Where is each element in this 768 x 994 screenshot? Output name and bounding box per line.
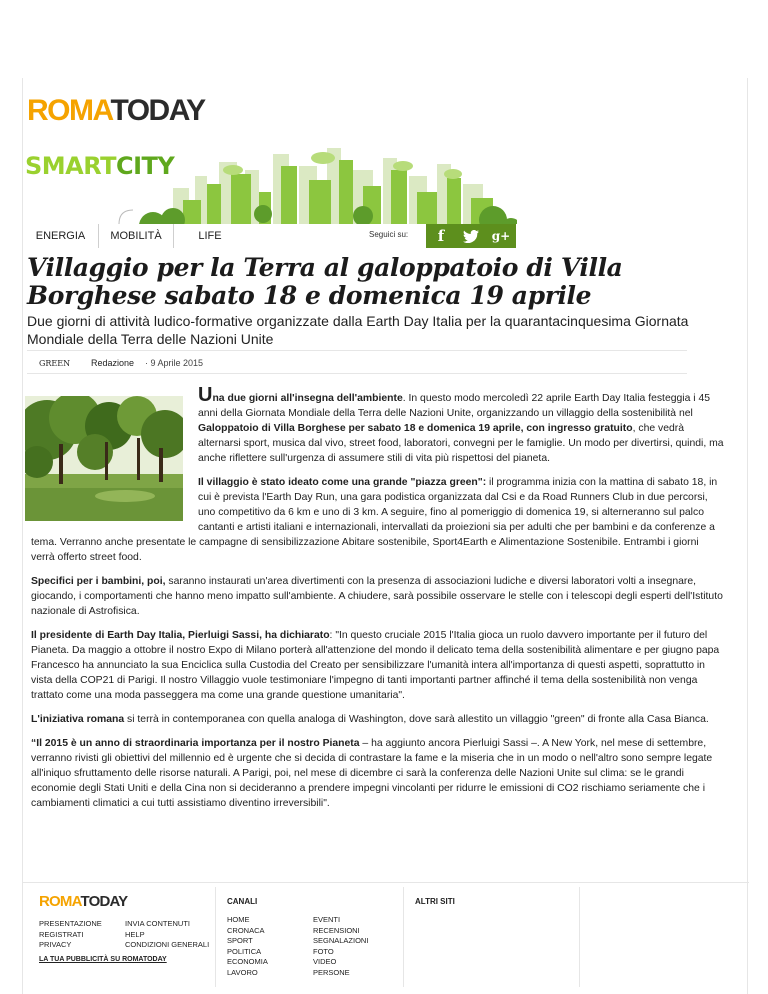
footer-advertising-link[interactable]: LA TUA PUBBLICITÀ SU ROMATODAY: [39, 956, 167, 963]
footer-canale-lavoro[interactable]: LAVORO: [227, 967, 258, 977]
paragraph-5: [31, 712, 725, 727]
footer-altri-siti-heading: ALTRI SITI: [415, 897, 455, 906]
facebook-icon[interactable]: f: [426, 224, 456, 248]
p6-text: – ha aggiunto ancora Pierluigi Sassi –. A New York, nel mese di settembre, verranno rivisti gli obiettivi del millennio ed è urgente che si decida di contrastare la fame e la miseria che in un modo o nell'altro sono sempre legate all'iniquo sfruttamento delle risorse naturali. A Parigi, poi, nel mese di dicembre ci sarà la conferenza delle Nazioni Unite sul clima: se le grandi economie degli Stati Uniti e della Cina non si decideranno a prendere impegni vincolanti per ridurre le emissioni di CO2 rischiamo seriamente che i cambiamenti climatici a cui tutti assistiamo diventino irreversibili".: [31, 738, 713, 809]
follow-label: Seguici su:: [369, 230, 409, 239]
logo-today: TODAY: [110, 94, 205, 127]
p3-bold: Specifici per i bambini, poi,: [31, 576, 166, 587]
p2-text: il programma inizia con la mattina di sabato 18, in cui è prevista l'Earth Day Run, una gara podistica organizzata dal Csi e da Road Runners Club in due percorsi, uno competitivo da 6 km e uno di 3 km. A seguire, fino al pomeriggio di domenica 19, si alterneranno sul palco cantanti e artisti italiani e internazionali, intervallati da proiezioni sia per adulti che per bambini e da conferenze a tema. Verranno anche presentate le campagne di sensibilizzazione Abitare sostenibile, Sport4Earth e Alimentazione Sostenibile. Entrambi i giorni verrà offerto street food.: [31, 477, 718, 563]
paragraph-4: [31, 628, 725, 703]
footer-canale-segnalazioni[interactable]: SEGNALAZIONI: [313, 936, 369, 945]
article-body: [31, 384, 725, 820]
footer-canale-video[interactable]: VIDEO: [313, 957, 337, 966]
article-meta: [27, 350, 687, 374]
nav-item-life[interactable]: LIFE: [198, 230, 222, 242]
p5-bold: L'iniziativa romana: [31, 714, 125, 725]
footer-logo-roma: ROMA: [39, 893, 81, 910]
footer-link-invia-contenuti[interactable]: INVIA CONTENUTI: [125, 919, 191, 928]
p4-bold: Il presidente di Earth Day Italia, Pierluigi Sassi, ha dichiarato: [31, 630, 330, 641]
p6-bold: “Il 2015 è un anno di straordinaria importanza per il nostro Pianeta: [31, 738, 360, 749]
p1-lead: na due giorni all'insegna dell'ambiente: [212, 393, 403, 404]
footer-canale-sport[interactable]: SPORT: [227, 936, 253, 945]
footer-canale-home[interactable]: HOME: [227, 915, 250, 924]
footer-divider-2: [403, 887, 404, 987]
footer-canale-foto[interactable]: FOTO: [313, 946, 334, 956]
nav-item-energia[interactable]: ENERGIA: [23, 224, 99, 248]
footer-divider-3: [579, 887, 580, 987]
p1-text-2: , che vedrà alternarsi sport, musica dal vivo, street food, laboratori, convegni per le famiglie. Un modo per divertirsi, quindi, ma anche riflettere sull'urgenza di assumere stili di vita più rispettosi del pianeta.: [198, 423, 724, 464]
footer-link-presentazione[interactable]: PRESENTAZIONE: [39, 919, 102, 928]
p3-text: saranno instaurati un'area divertimenti con la presenza di associazioni ludiche e diversi laboratori volti a insegnare, giocando, i comportamenti che hanno meno impatto sull'ambiente. A chiudere, sarà possibile osservare le stelle con i telescopi degli esperti dell'Istituto nazionale di Astrofisica.: [31, 576, 723, 617]
footer-canali-col2: [313, 915, 368, 978]
paragraph-3: [31, 574, 725, 619]
footer-link-registrati[interactable]: REGISTRATI: [39, 929, 84, 939]
googleplus-icon[interactable]: g+: [486, 224, 516, 248]
footer-canali-col1: [227, 915, 268, 978]
footer-links-col1: [39, 919, 102, 951]
footer-canale-eventi[interactable]: EVENTI: [313, 915, 341, 924]
twitter-bird-icon: [463, 230, 479, 243]
footer-canali-heading: CANALI: [227, 897, 258, 906]
footer-canale-recensioni[interactable]: RECENSIONI: [313, 925, 360, 935]
p4-text: : "In questo cruciale 2015 l'Italia gioca un ruolo davvero importante per il futuro del Pianeta. Da maggio a ottobre il nostro Expo di Milano porterà all'attenzione del mondo il delicato tema della sostenibilità alimentare e per giugno papa Francesco ha annunciato la sua Enciclica sulla Custodia del Creato per sensibilizzare l'umanità intera all'importanza di questi aspetti, soprattutto in vista della COP21 di Parigi. Il nostro Villaggio vuole testimoniare l'impegno di tanti importanti partner affinché il tema della sostenibilità non venga trattato come una moda passeggera ma come una grande questione umanitaria".: [31, 630, 720, 701]
footer-canale-economia[interactable]: ECONOMIA: [227, 957, 268, 966]
footer-divider-1: [215, 887, 216, 987]
p1-text-1: . In questo modo mercoledì 22 aprile Earth Day Italia festeggia i 45 anni della Giornata Mondiale della Terra delle Nazioni Unite, organizzando un villaggio della sostenibilità nel: [198, 393, 711, 419]
footer-link-condizioni[interactable]: CONDIZIONI GENERALI: [125, 940, 210, 949]
footer-link-privacy[interactable]: PRIVACY: [39, 940, 72, 949]
dropcap: U: [198, 384, 213, 406]
footer-logo[interactable]: [39, 893, 127, 910]
photo-spacer: [31, 388, 198, 530]
logo-roma: ROMA: [27, 94, 111, 127]
main-nav: [23, 224, 517, 248]
footer-canale-cronaca[interactable]: CRONACA: [227, 925, 265, 935]
twitter-icon[interactable]: [456, 224, 486, 248]
article-date: · 9 Aprile 2015: [145, 358, 204, 368]
article-title: Villaggio per la Terra al galoppatoio di Villa Borghese sabato 18 e domenica 19 aprile: [27, 253, 623, 310]
footer-link-help[interactable]: HELP: [125, 929, 145, 939]
site-logo[interactable]: [27, 94, 205, 128]
category-tag[interactable]: GREEN: [39, 359, 71, 368]
nav-item-mobilita[interactable]: MOBILITÀ: [99, 224, 174, 248]
site-footer: [23, 882, 749, 994]
article-author[interactable]: Redazione: [91, 358, 135, 368]
paragraph-6: [31, 736, 725, 811]
page: [22, 78, 748, 994]
smartcity-city: CITY: [116, 152, 175, 180]
p1-bold-1: Galoppatoio di Villa Borghese per sabato 18 e domenica 19 aprile, con ingresso gratuito: [198, 423, 633, 434]
smartcity-smart: SMART: [25, 152, 117, 180]
footer-canale-politica[interactable]: POLITICA: [227, 946, 262, 956]
smartcity-logo: [25, 152, 174, 180]
footer-canale-persone[interactable]: PERSONE: [313, 967, 350, 977]
p2-bold: Il villaggio è stato ideato come una grande "piazza green":: [198, 477, 487, 488]
p5-text: si terrà in contemporanea con quella analoga di Washington, dove sarà allestito un villaggio "green" di fronte alla Casa Bianca.: [124, 714, 709, 725]
article-subtitle: Due giorni di attività ludico-formative organizzate dalla Earth Day Italia per la quarantacinquesima Giornata Mondiale della Terra delle Nazioni Unite: [27, 313, 689, 347]
footer-links-col2: [125, 919, 209, 951]
footer-logo-today: TODAY: [80, 893, 128, 910]
